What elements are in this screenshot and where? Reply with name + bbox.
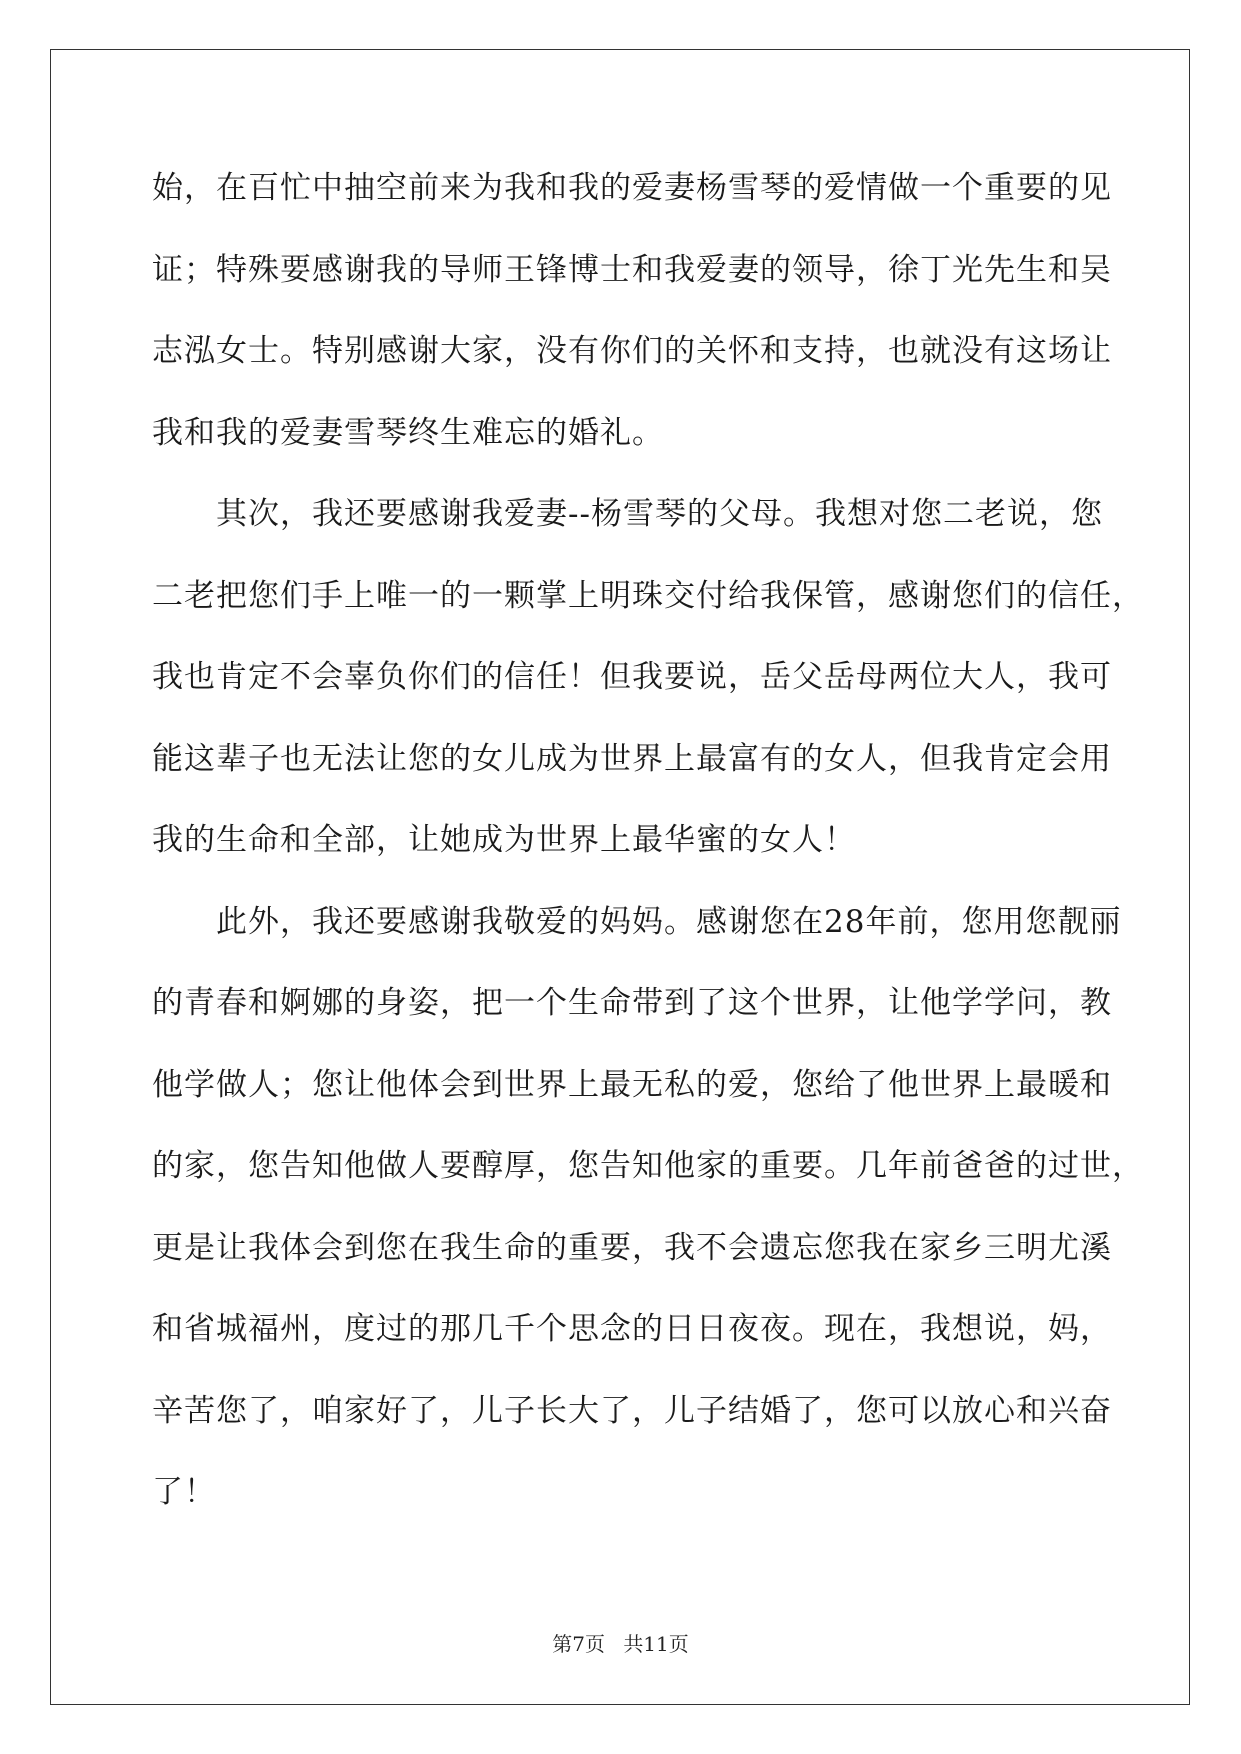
page-footer xyxy=(0,1628,1241,1657)
text-line: 辛苦您了，咱家好了，儿子长大了，儿子结婚了，您可以放心和兴奋 xyxy=(152,1392,1112,1429)
text-line: 的家，您告知他做人要醇厚，您告知他家的重要。几年前爸爸的过世， xyxy=(152,1148,1144,1184)
paragraph-start-line: 其次，我还要感谢我爱妻--杨雪琴的父母。我想对您二老说，您 xyxy=(216,496,1103,532)
text-line: 能这辈子也无法让您的女儿成为世界上最富有的女人，但我肯定会用 xyxy=(152,740,1112,777)
text-line: 更是让我体会到您在我生命的重要，我不会遗忘您我在家乡三明尤溪 xyxy=(152,1229,1112,1266)
text-line: 和省城福州，度过的那几千个思念的日日夜夜。现在，我想说，妈， xyxy=(152,1311,1112,1347)
text-line: 志泓女士。特别感谢大家，没有你们的关怀和支持，也就没有这场让 xyxy=(152,333,1112,369)
page-number: 第7页 xyxy=(552,1632,605,1656)
text-line: 他学做人；您让他体会到世界上最无私的爱，您给了他世界上最暖和 xyxy=(152,1066,1112,1103)
text-line: 我和我的爱妻雪琴终生难忘的婚礼。 xyxy=(152,414,664,451)
text-line: 证；特殊要感谢我的导师王锋博士和我爱妻的领导，徐丁光先生和吴 xyxy=(152,251,1112,288)
paragraph-start-line: 此外，我还要感谢我敬爱的妈妈。感谢您在28年前，您用您靓丽 xyxy=(216,903,1122,940)
text-line: 的青春和婀娜的身姿，把一个生命带到了这个世界，让他学学问，教 xyxy=(152,985,1112,1021)
text-line: 了！ xyxy=(152,1474,216,1510)
document-body xyxy=(152,163,1144,1549)
text-line: 我也肯定不会辜负你们的信任！但我要说，岳父岳母两位大人，我可 xyxy=(152,659,1112,695)
text-line: 我的生命和全部，让她成为世界上最华蜜的女人！ xyxy=(152,822,856,858)
text-line: 始，在百忙中抽空前来为我和我的爱妻杨雪琴的爱情做一个重要的见 xyxy=(152,170,1112,206)
text-line: 二老把您们手上唯一的一颗掌上明珠交付给我保管，感谢您们的信任， xyxy=(152,577,1144,614)
page-total: 共11页 xyxy=(623,1632,689,1656)
